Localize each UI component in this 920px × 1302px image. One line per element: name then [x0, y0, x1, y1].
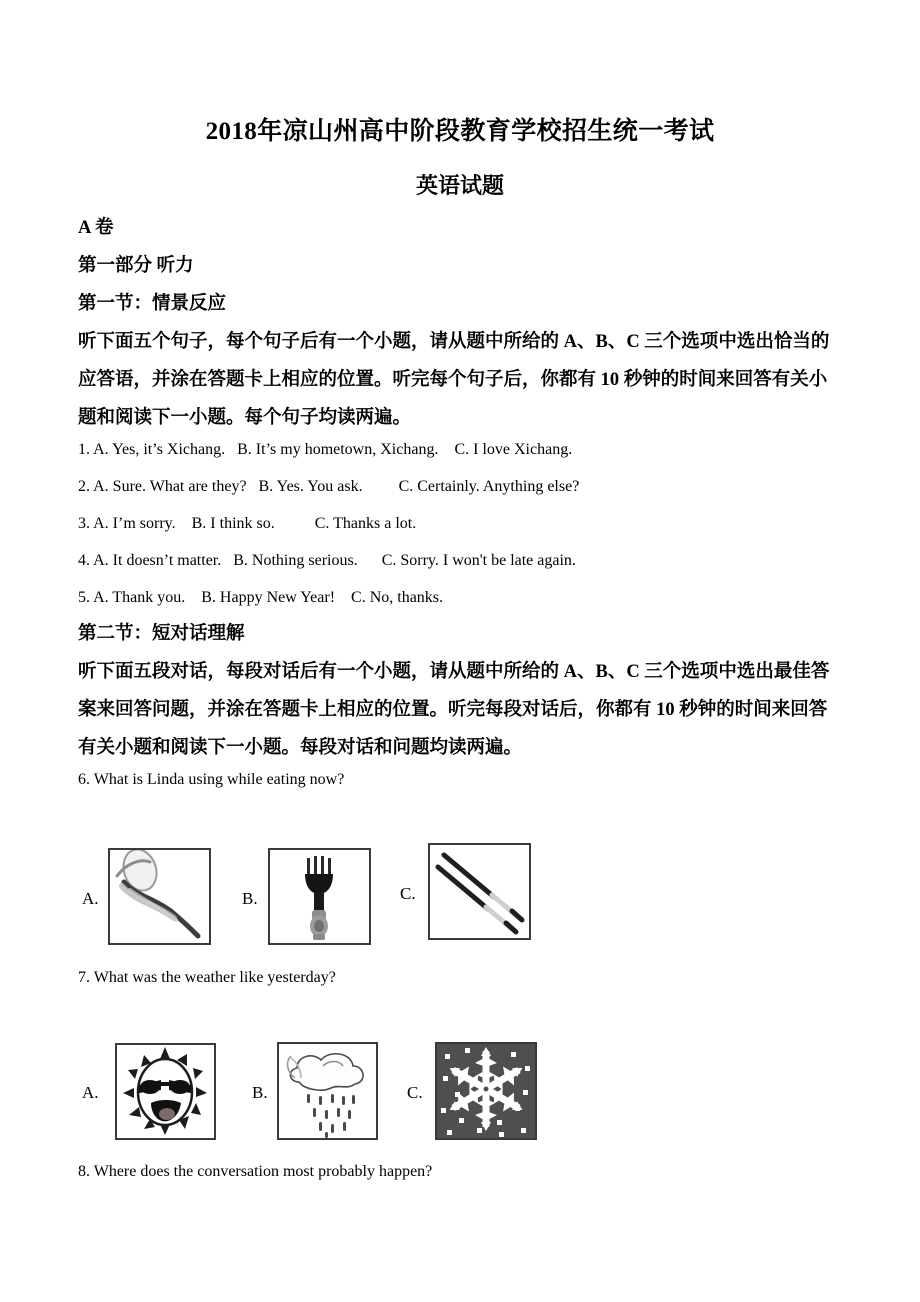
- section1-heading: 第一节：情景反应: [78, 294, 227, 314]
- section2-instructions-line-1: 听下面五段对话，每段对话后有一个小题，请从题中所给的 A、B、C 三个选项中选出最佳答: [78, 662, 830, 682]
- question-8-stem: 8. Where does the conversation most probably happen?: [78, 1163, 433, 1180]
- question-7-option-a-label: A.: [82, 1083, 99, 1102]
- sunny-image: [115, 1043, 216, 1140]
- question-6-option-c-label: C.: [400, 884, 416, 903]
- question-7-option-c-label: C.: [407, 1083, 423, 1102]
- question-6-stem: 6. What is Linda using while eating now?: [78, 771, 345, 788]
- section1-instructions-line-2: 应答语，并涂在答题卡上相应的位置。听完每个句子后，你都有 10 秒钟的时间来回答有关小: [78, 370, 828, 390]
- question-7-stem: 7. What was the weather like yesterday?: [78, 969, 336, 986]
- part-heading: 第一部分 听力: [78, 256, 194, 276]
- rainy-image: [277, 1042, 378, 1140]
- spoon-image: [108, 848, 211, 945]
- page-title: 2018年凉山州高中阶段教育学校招生统一考试: [205, 118, 715, 145]
- question-7-option-b-label: B.: [252, 1083, 268, 1102]
- page-subtitle: 英语试题: [415, 173, 504, 198]
- snowy-image: [435, 1042, 537, 1140]
- question-1-options: 1. A. Yes, it’s Xichang. B. It’s my hometown, Xichang. C. I love Xichang.: [78, 441, 573, 458]
- question-5-options: 5. A. Thank you. B. Happy New Year! C. No, thanks.: [78, 589, 444, 606]
- chopsticks-image: [428, 843, 531, 940]
- section2-heading: 第二节：短对话理解: [78, 624, 245, 644]
- section1-instructions-line-1: 听下面五个句子，每个句子后有一个小题，请从题中所给的 A、B、C 三个选项中选出恰当的: [78, 332, 830, 352]
- section1-instructions-line-3: 题和阅读下一小题。每个句子均读两遍。: [78, 408, 412, 428]
- question-6-option-a-label: A.: [82, 889, 99, 908]
- question-3-options: 3. A. I’m sorry. B. I think so. C. Thanks a lot.: [78, 515, 417, 532]
- section2-instructions-line-2: 案来回答问题，并涂在答题卡上相应的位置。听完每段对话后，你都有 10 秒钟的时间来回答: [78, 700, 828, 720]
- question-2-options: 2. A. Sure. What are they? B. Yes. You ask. C. Certainly. Anything else?: [78, 478, 580, 495]
- paper-label: A 卷: [78, 218, 114, 238]
- section2-instructions-line-3: 有关小题和阅读下一小题。每段对话和问题均读两遍。: [78, 738, 523, 758]
- fork-image: [268, 848, 371, 945]
- question-6-option-b-label: B.: [242, 889, 258, 908]
- question-4-options: 4. A. It doesn’t matter. B. Nothing serious. C. Sorry. I won't be late again.: [78, 552, 576, 569]
